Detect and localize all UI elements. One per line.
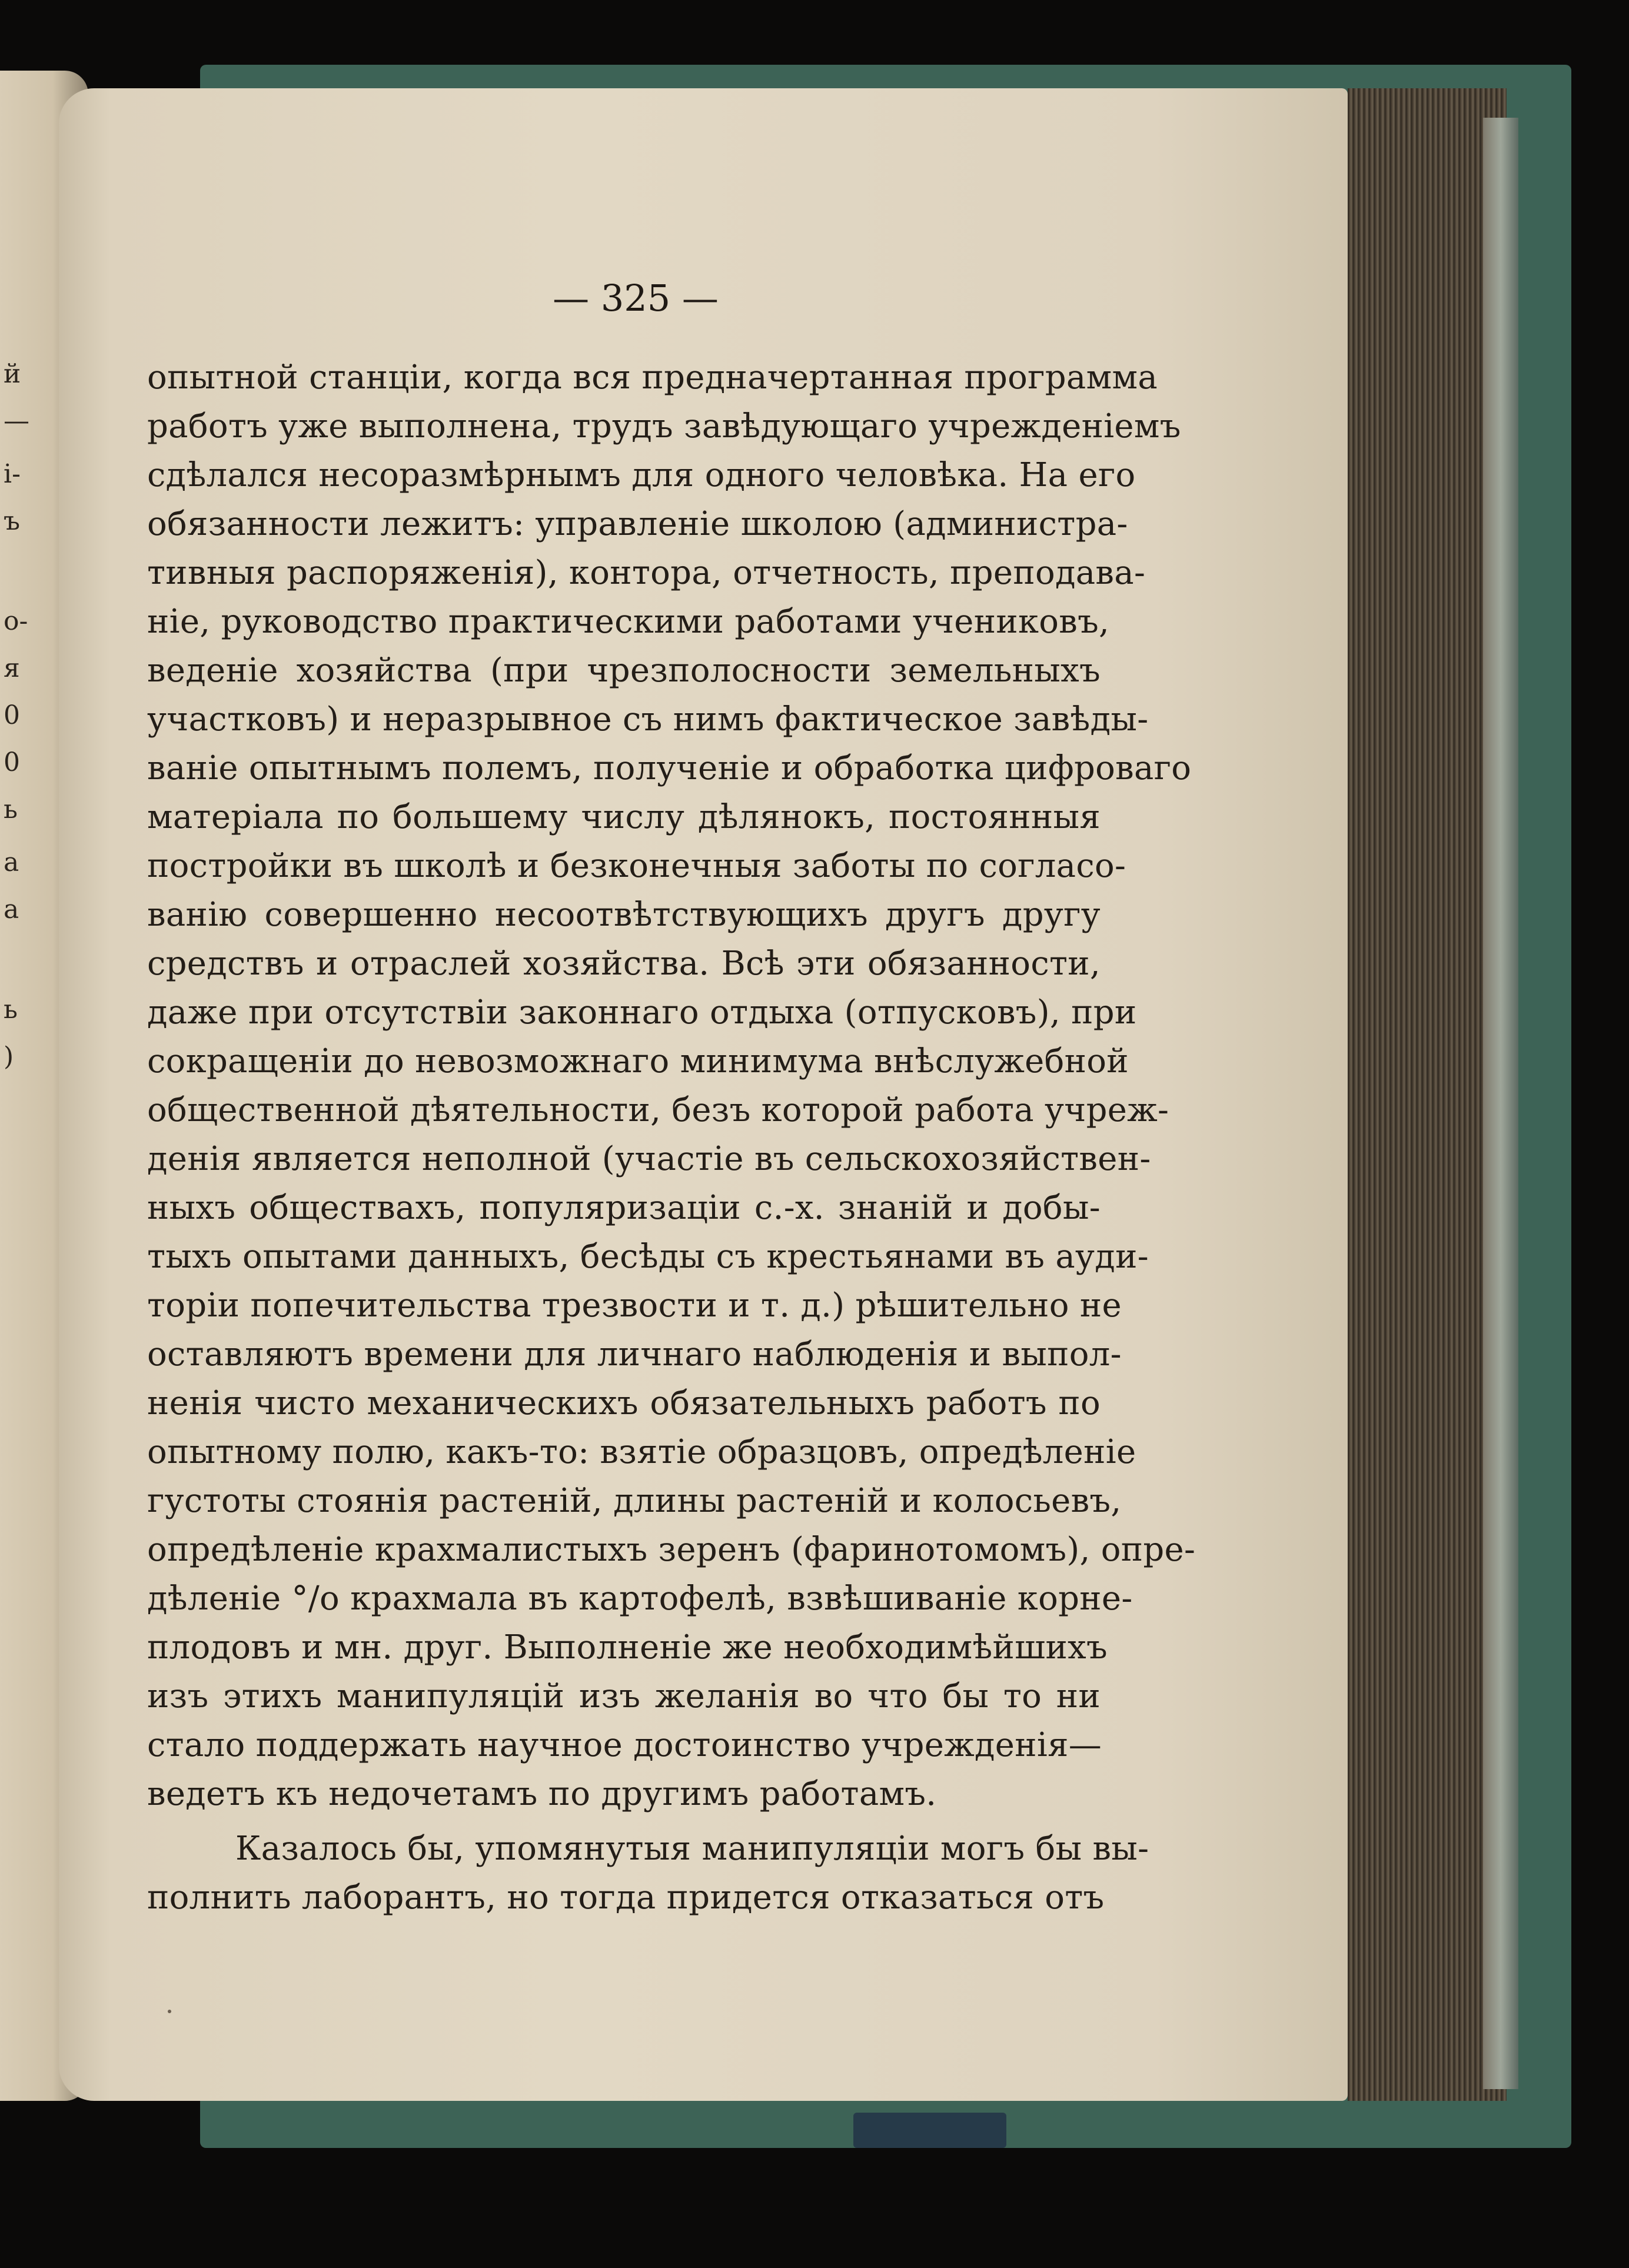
text-line: изъ этихъ манипуляцій изъ желанія во что бы то ни xyxy=(147,1677,1101,1715)
fragment: і- xyxy=(4,459,21,489)
fragment: ь xyxy=(4,794,18,824)
text-line: опредѣленіе крахмалистыхъ зеренъ (фаринотомомъ), опре- xyxy=(147,1531,1196,1569)
text-line: дѣленіе °/о крахмала въ картофелѣ, взвѣшиваніе корне- xyxy=(147,1579,1133,1618)
text-line: денія является неполной (участіе въ сельскохозяйствен- xyxy=(147,1140,1151,1178)
text-line: постройки въ школѣ и безконечныя заботы по согласо- xyxy=(147,847,1126,885)
text-line: участковъ) и неразрывное съ нимъ фактическое завѣды- xyxy=(147,700,1149,739)
text-line: сокращеніи до невозможнаго минимума внѣслужебной xyxy=(147,1042,1129,1080)
text-line: ванію совершенно несоотвѣтствующихъ другъ другу xyxy=(147,896,1101,934)
text-line: даже при отсутствіи законнаго отдыха (отпусковъ), при xyxy=(147,993,1137,1032)
fragment: ъ xyxy=(4,506,20,536)
text-line: обязанности лежитъ: управленіе школою (администра- xyxy=(147,505,1128,543)
ink-speck xyxy=(168,2010,171,2013)
page-number: — 325 — xyxy=(553,277,719,320)
text-line: полнить лаборантъ, но тогда придется отказаться отъ xyxy=(147,1878,1105,1917)
fragment: — xyxy=(4,406,29,436)
library-stamp xyxy=(853,2113,1006,2148)
fragment: а xyxy=(4,894,19,925)
fragment: о- xyxy=(4,606,28,636)
text-line: веденіе хозяйства (при чрезполосности земельныхъ xyxy=(147,651,1101,690)
fragment: а xyxy=(4,847,19,877)
text-line: опытной станціи, когда вся предначертанная программа xyxy=(147,358,1158,397)
text-line: сдѣлался несоразмѣрнымъ для одного человѣка. На его xyxy=(147,456,1136,494)
paragraph-1 xyxy=(147,353,1196,1818)
fragment: я xyxy=(4,653,20,683)
paragraph-2 xyxy=(147,1824,1149,1922)
text-line: плодовъ и мн. друг. Выполненіе же необходимѣйшихъ xyxy=(147,1628,1108,1667)
text-line: ніе, руководство практическими работами учениковъ, xyxy=(147,603,1110,641)
text-line: опытному полю, какъ-то: взятіе образцовъ, опредѣленіе xyxy=(147,1433,1136,1471)
text-line: густоты стоянія растеній, длины растеній и колосьевъ, xyxy=(147,1482,1122,1520)
text-line: средствъ и отраслей хозяйства. Всѣ эти обязанности, xyxy=(147,945,1101,983)
text-line: оставляютъ времени для личнаго наблюденія и выпол- xyxy=(147,1335,1122,1374)
fragment: й xyxy=(4,359,21,389)
text-line: ныхъ обществахъ, популяризаціи с.-х. знаній и добы- xyxy=(147,1189,1101,1227)
text-line: ненія чисто механическихъ обязательныхъ работъ по xyxy=(147,1384,1101,1422)
text-line: торіи попечительства трезвости и т. д.) рѣшительно не xyxy=(147,1286,1122,1325)
text-line: ведетъ къ недочетамъ по другимъ работамъ. xyxy=(147,1775,937,1813)
text-line: работъ уже выполнена, трудъ завѣдующаго учрежденіемъ xyxy=(147,407,1181,445)
text-line: тыхъ опытами данныхъ, бесѣды съ крестьянами въ ауди- xyxy=(147,1238,1149,1276)
body-text xyxy=(147,353,1196,1922)
text-line: стало поддержать научное достоинство учрежденія— xyxy=(147,1726,1102,1764)
fragment: ь xyxy=(4,995,18,1025)
fragment: 0 xyxy=(4,700,20,730)
text-line: матеріала по большему числу дѣлянокъ, постоянныя xyxy=(147,798,1101,836)
text-line: тивныя распоряженія), контора, отчетность, преподава- xyxy=(147,554,1146,592)
fragment: 0 xyxy=(4,747,20,777)
page-stack-edge xyxy=(1483,118,1518,2089)
text-line: общественной дѣятельности, безъ которой работа учреж- xyxy=(147,1091,1169,1129)
fragment: ) xyxy=(4,1042,14,1072)
text-line: ваніе опытнымъ полемъ, полученіе и обработка цифроваго xyxy=(147,749,1192,787)
text-line: Казалось бы, упомянутыя манипуляціи могъ бы вы- xyxy=(235,1830,1149,1868)
